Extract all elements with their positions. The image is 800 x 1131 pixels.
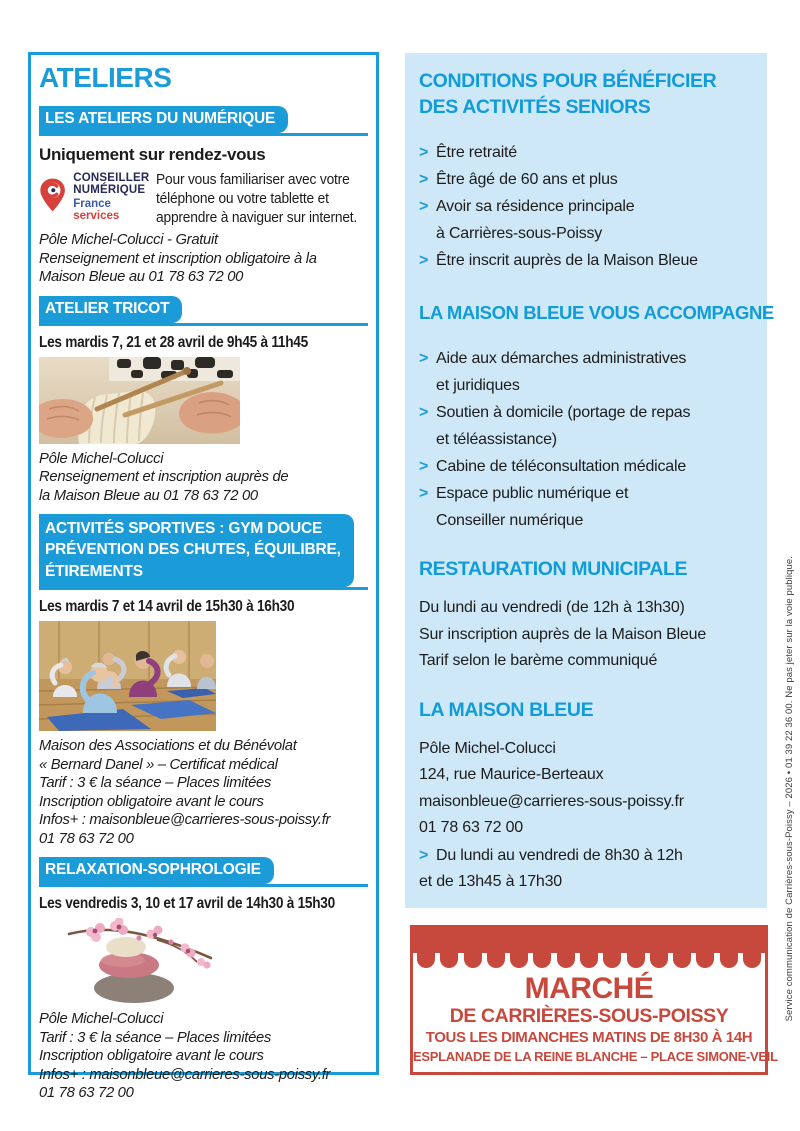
info-line: Renseignement et inscription obligatoire à la xyxy=(39,250,317,267)
marche-location: ESPLANADE DE LA REINE BLANCHE – PLACE SIMONE-VEIL xyxy=(413,1049,778,1065)
knitting-photo xyxy=(39,357,240,444)
list-item xyxy=(419,345,753,372)
chevron-bullet-icon xyxy=(419,507,436,534)
tricot-info xyxy=(39,450,368,506)
banner-line: ÉTIREMENTS xyxy=(45,562,143,580)
info-line: Renseignement et inscription auprès de xyxy=(39,469,289,486)
banner-relaxation xyxy=(39,857,368,887)
info-line: « Bernard Danel » – Certificat médical xyxy=(39,756,278,773)
description-line: Pour vous familiariser avec votre xyxy=(156,171,350,188)
list-item-text: et téléassistance) xyxy=(436,431,557,448)
restauration-title: RESTAURATION MUNICIPALE xyxy=(419,558,688,580)
conditions-list xyxy=(419,139,753,274)
banner-relaxation-label: RELAXATION-SOPHROLOGIE xyxy=(39,857,274,884)
chevron-bullet-icon xyxy=(419,426,436,453)
gym-class-photo xyxy=(39,621,216,731)
chevron-bullet-icon: > xyxy=(419,458,429,475)
info-line: Maison des Associations et du Bénévolat xyxy=(39,738,297,755)
chevron-bullet-icon: > xyxy=(419,252,429,269)
maison-bleue-title: LA MAISON BLEUE xyxy=(419,698,594,721)
list-item xyxy=(419,139,753,166)
list-item-text: Soutien à domicile (portage de repas xyxy=(436,404,691,421)
list-item xyxy=(419,220,753,247)
info-line: 01 78 63 72 00 xyxy=(39,1085,134,1102)
info-line: Sur inscription auprès de la Maison Bleue xyxy=(419,625,707,643)
chevron-bullet-icon: > xyxy=(419,198,429,215)
info-line: 01 78 63 72 00 xyxy=(39,830,134,847)
list-item-text: Être inscrit auprès de la Maison Bleue xyxy=(436,252,698,269)
list-item xyxy=(419,480,753,507)
numerique-info xyxy=(39,231,368,287)
list-item xyxy=(419,193,753,220)
info-line: Tarif : 3 € la séance – Places limitées xyxy=(39,1029,272,1046)
banner-tricot xyxy=(39,296,368,326)
list-item-text: Du lundi au vendredi de 8h30 à 12h xyxy=(436,846,683,864)
list-item-text: Conseiller numérique xyxy=(436,512,584,529)
chevron-bullet-icon: > xyxy=(419,485,429,502)
heading-line: CONDITIONS POUR BÉNÉFICIER xyxy=(419,70,717,92)
info-line: Infos+ : maisonbleue@carrieres-sous-poissy.fr xyxy=(39,1066,331,1083)
list-item-text: Avoir sa résidence principale xyxy=(436,198,635,215)
heading-line: DES ACTIVITÉS SENIORS xyxy=(419,96,651,118)
page-title: ATELIERS xyxy=(39,62,172,93)
list-item xyxy=(419,426,753,453)
chevron-bullet-icon: > xyxy=(419,144,429,161)
info-line: et de 13h45 à 17h30 xyxy=(419,872,563,890)
info-line: Pôle Michel-Colucci - Gratuit xyxy=(39,232,218,249)
list-item xyxy=(419,507,753,534)
map-pin-icon xyxy=(39,169,66,221)
info-line: Pôle Michel-Colucci xyxy=(419,739,556,757)
description-line: téléphone ou votre tablette et xyxy=(156,190,330,207)
publication-side-note: Service communication de Carrières-sous-Poissy – 2026 • 01 39 22 36 00. Ne pas jeter sur la voie publique. xyxy=(784,555,795,1021)
info-line: 124, rue Maurice-Berteaux xyxy=(419,766,604,783)
list-item xyxy=(419,399,753,426)
info-line: Maison Bleue au 01 78 63 72 00 xyxy=(39,269,244,286)
banner-numerique xyxy=(39,106,368,136)
relax-date: Les vendredis 3, 10 et 17 avril de 14h30 à 15h30 xyxy=(39,895,335,913)
banner-sport xyxy=(39,514,368,590)
list-item-text: Cabine de téléconsultation médicale xyxy=(436,458,687,475)
description-line: apprendre à naviguer sur internet. xyxy=(156,209,358,226)
list-item xyxy=(419,372,753,399)
info-line: Inscription obligatoire avant le cours xyxy=(39,793,264,810)
marche-box xyxy=(410,925,778,1075)
sport-info xyxy=(39,737,368,848)
seniors-info-panel xyxy=(405,53,774,908)
market-awning-icon xyxy=(413,928,765,968)
conditions-title xyxy=(419,68,753,120)
chevron-bullet-icon xyxy=(419,372,436,399)
relax-info xyxy=(39,1010,368,1103)
marche-title: MARCHÉ xyxy=(524,972,654,1005)
logo-wordmark xyxy=(73,169,149,222)
accompagne-list xyxy=(419,345,753,534)
info-line: Pôle Michel-Colucci xyxy=(39,450,164,467)
info-line: Inscription obligatoire avant le cours xyxy=(39,1048,264,1065)
list-item-text: Être âgé de 60 ans et plus xyxy=(436,171,618,188)
chevron-bullet-icon: > xyxy=(419,171,429,188)
logo-line: services xyxy=(73,209,120,222)
tricot-date: Les mardis 7, 21 et 28 avril de 9h45 à 11h45 xyxy=(39,333,308,351)
conseiller-numerique-logo xyxy=(39,169,368,228)
restauration-list xyxy=(419,595,753,675)
list-item-text: Être retraité xyxy=(436,144,517,161)
info-line: la Maison Bleue au 01 78 63 72 00 xyxy=(39,487,258,504)
ateliers-column xyxy=(28,52,379,1102)
list-item-text: Espace public numérique et xyxy=(436,485,629,502)
list-item xyxy=(419,247,753,274)
logo-line: CONSEILLER xyxy=(73,171,150,184)
info-line: Tarif selon le barème communiqué xyxy=(419,652,658,669)
chevron-bullet-icon xyxy=(419,220,436,247)
sport-date: Les mardis 7 et 14 avril de 15h30 à 16h30 xyxy=(39,598,295,616)
list-item xyxy=(419,842,753,869)
list-item xyxy=(419,166,753,193)
list-item xyxy=(419,453,753,480)
banner-line: PRÉVENTION DES CHUTES, ÉQUILIBRE, xyxy=(45,541,341,559)
banner-tricot-label: ATELIER TRICOT xyxy=(39,296,182,323)
chevron-bullet-icon: > xyxy=(419,846,429,864)
info-line: Pôle Michel-Colucci xyxy=(39,1011,164,1028)
banner-sport-label xyxy=(39,514,354,587)
logo-line: NUMÉRIQUE xyxy=(73,183,146,196)
list-item-text: et juridiques xyxy=(436,377,520,394)
numerique-description xyxy=(156,169,368,228)
rendezvous-subtitle: Uniquement sur rendez-vous xyxy=(39,144,266,164)
list-item-text: à Carrières-sous-Poissy xyxy=(436,225,603,242)
accompagne-title: LA MAISON BLEUE VOUS ACCOMPAGNE xyxy=(419,302,774,323)
banner-numerique-label: LES ATELIERS DU NUMÉRIQUE xyxy=(39,106,288,133)
marche-subtitle: DE CARRIÈRES-SOUS-POISSY xyxy=(449,1004,729,1027)
maison-bleue-details xyxy=(419,736,753,896)
phone-text: 01 78 63 72 00 xyxy=(419,819,523,836)
chevron-bullet-icon: > xyxy=(419,404,429,421)
zen-stones-photo xyxy=(39,918,229,1004)
info-line: Infos+ : maisonbleue@carrieres-sous-poissy.fr xyxy=(39,812,331,829)
logo-line: France xyxy=(73,197,111,210)
banner-line: ACTIVITÉS SPORTIVES : GYM DOUCE xyxy=(45,520,323,538)
info-line: Du lundi au vendredi (de 12h à 13h30) xyxy=(419,599,685,616)
email-text: maisonbleue@carrieres-sous-poissy.fr xyxy=(419,792,684,810)
chevron-bullet-icon: > xyxy=(419,350,429,367)
marche-schedule: TOUS LES DIMANCHES MATINS DE 8H30 À 14H xyxy=(425,1028,753,1046)
info-line: Tarif : 3 € la séance – Places limitées xyxy=(39,775,272,792)
list-item-text: Aide aux démarches administratives xyxy=(436,350,687,367)
